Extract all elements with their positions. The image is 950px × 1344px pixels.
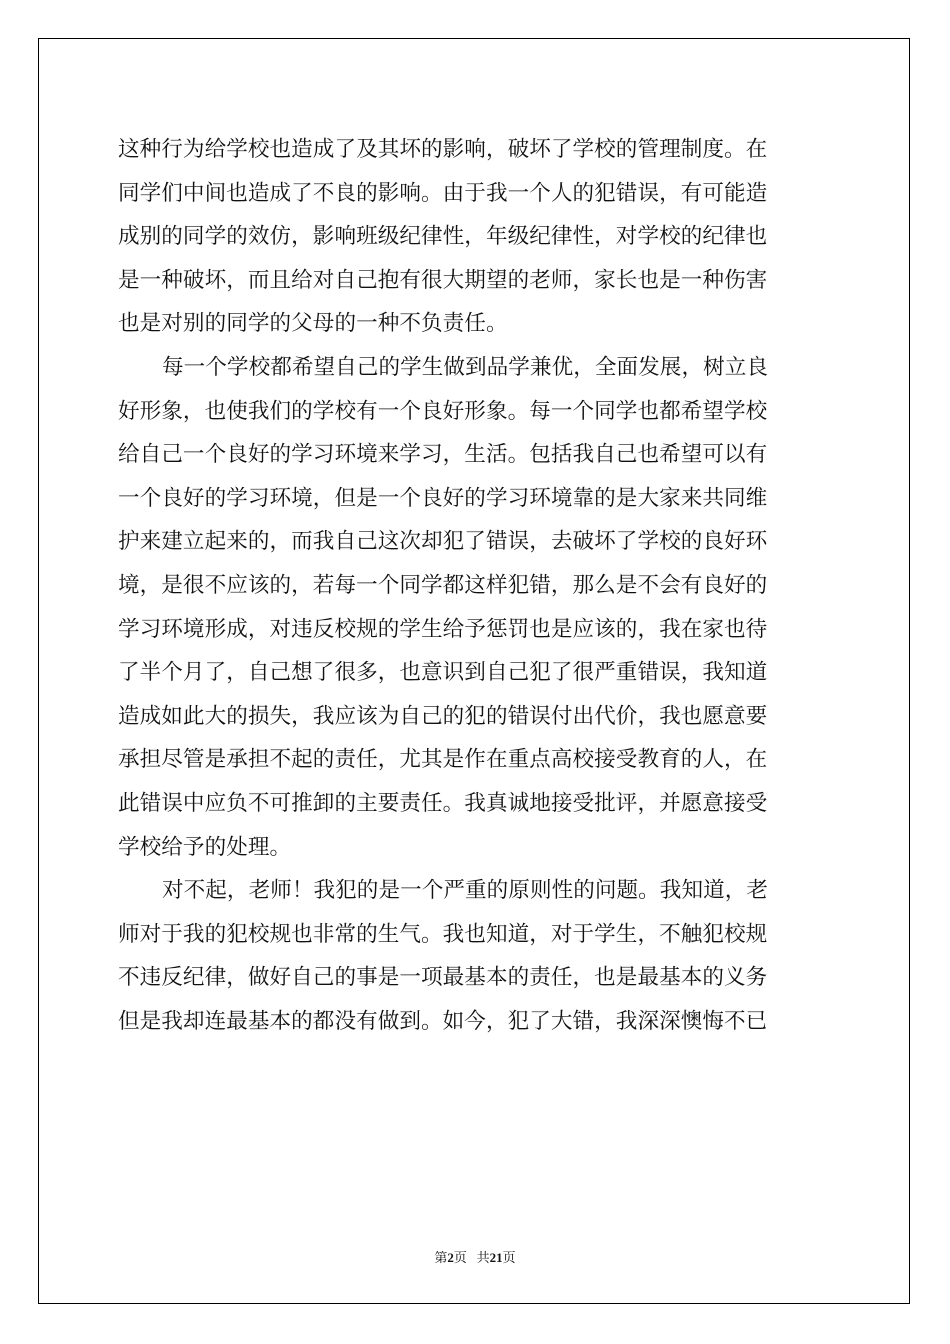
page-number: 2 bbox=[447, 1250, 454, 1265]
document-body bbox=[118, 128, 838, 1043]
text-line: 好形象，也使我们的学校有一个良好形象。每一个同学也都希望学校 bbox=[118, 398, 768, 424]
total-pages: 21 bbox=[489, 1250, 503, 1265]
page-prefix: 第 bbox=[434, 1250, 448, 1265]
text-line: 是一种破坏，而且给对自己抱有很大期望的老师，家长也是一种伤害 bbox=[118, 267, 768, 293]
page-footer bbox=[0, 1247, 950, 1266]
page-suffix: 页 bbox=[453, 1250, 467, 1265]
text-line: 每一个学校都希望自己的学生做到品学兼优，全面发展，树立良 bbox=[162, 354, 769, 380]
text-line: 不违反纪律，做好自己的事是一项最基本的责任，也是最基本的义务 bbox=[118, 965, 768, 991]
text-line: 但是我却连最基本的都没有做到。如今，犯了大错，我深深懊悔不已 bbox=[118, 1008, 768, 1034]
text-line: 也是对别的同学的父母的一种不负责任。 bbox=[118, 311, 508, 337]
text-line: 承担尽管是承担不起的责任，尤其是作在重点高校接受教育的人，在 bbox=[118, 747, 768, 773]
text-line: 师对于我的犯校规也非常的生气。我也知道，对于学生，不触犯校规 bbox=[118, 921, 768, 947]
text-line: 对不起，老师！我犯的是一个严重的原则性的问题。我知道，老 bbox=[162, 878, 769, 904]
text-line: 造成如此大的损失，我应该为自己的犯的错误付出代价，我也愿意要 bbox=[118, 703, 768, 729]
text-line: 学习环境形成，对违反校规的学生给予惩罚也是应该的，我在家也待 bbox=[118, 616, 768, 642]
total-prefix: 共 bbox=[476, 1250, 490, 1265]
text-line: 学校给予的处理。 bbox=[118, 834, 292, 860]
total-suffix: 页 bbox=[502, 1250, 516, 1265]
text-line: 了半个月了，自己想了很多，也意识到自己犯了很严重错误，我知道 bbox=[118, 660, 768, 686]
text-line: 成别的同学的效仿，影响班级纪律性，年级纪律性，对学校的纪律也 bbox=[118, 224, 768, 250]
text-line: 境，是很不应该的，若每一个同学都这样犯错，那么是不会有良好的 bbox=[118, 572, 768, 598]
text-line: 此错误中应负不可推卸的主要责任。我真诚地接受批评，并愿意接受 bbox=[118, 790, 768, 816]
text-line: 一个良好的学习环境，但是一个良好的学习环境靠的是大家来共同维 bbox=[118, 485, 768, 511]
text-line: 给自己一个良好的学习环境来学习，生活。包括我自己也希望可以有 bbox=[118, 442, 768, 468]
text-line: 同学们中间也造成了不良的影响。由于我一个人的犯错误，有可能造 bbox=[118, 180, 768, 206]
text-line: 这种行为给学校也造成了及其坏的影响，破坏了学校的管理制度。在 bbox=[118, 137, 768, 162]
text-line: 护来建立起来的，而我自己这次却犯了错误，去破坏了学校的良好环 bbox=[118, 529, 768, 555]
